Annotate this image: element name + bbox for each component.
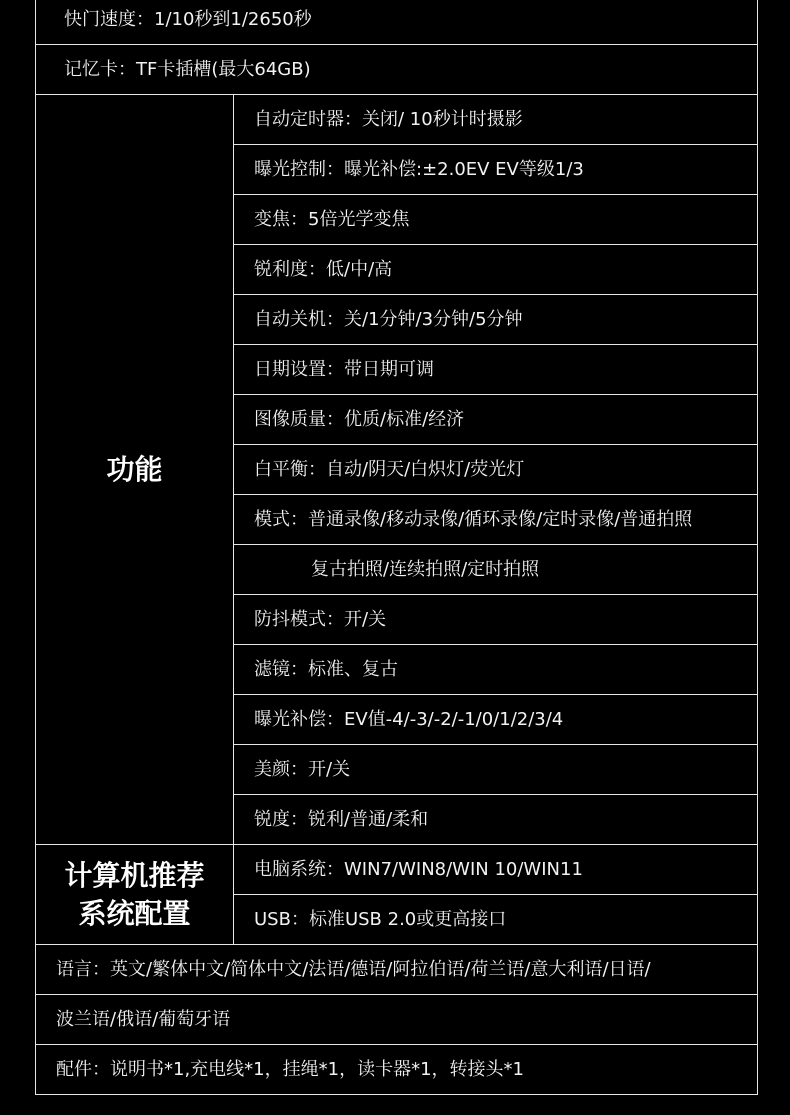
function-category-label: 功能 <box>36 95 234 845</box>
computer-category-line-1: 计算机推荐 <box>64 858 205 892</box>
function-item: 滤镜：标准、复古 <box>234 645 758 695</box>
spec-row-accessories <box>36 1045 758 1095</box>
function-item: 白平衡：自动/阴天/白炽灯/荧光灯 <box>234 445 758 495</box>
function-item: 变焦：5倍光学变焦 <box>234 195 758 245</box>
function-item: 防抖模式：开/关 <box>234 595 758 645</box>
shutter-speed-cell: 快门速度：1/10秒到1/2650秒 <box>36 0 758 45</box>
function-item: 图像质量：优质/标准/经济 <box>234 395 758 445</box>
function-item: 自动定时器：关闭/ 10秒计时摄影 <box>234 95 758 145</box>
computer-item: 电脑系统：WIN7/WIN8/WIN 10/WIN11 <box>234 845 758 895</box>
spec-row-memory-card <box>36 45 758 95</box>
computer-category-line-2: 系统配置 <box>78 896 191 930</box>
function-item: 曝光控制：曝光补偿:±2.0EV EV等级1/3 <box>234 145 758 195</box>
computer-item: USB：标准USB 2.0或更高接口 <box>234 895 758 945</box>
spec-row-shutter-speed <box>36 0 758 45</box>
function-item-continued: 复古拍照/连续拍照/定时拍照 <box>234 545 758 595</box>
language-cell: 语言：英文/繁体中文/简体中文/法语/德语/阿拉伯语/荷兰语/意大利语/日语/ <box>36 945 758 995</box>
function-item: 锐度：锐利/普通/柔和 <box>234 795 758 845</box>
computer-category-label <box>36 845 234 945</box>
function-row <box>36 95 758 145</box>
function-item: 美颜：开/关 <box>234 745 758 795</box>
function-item: 锐利度：低/中/高 <box>234 245 758 295</box>
spec-row-language <box>36 945 758 995</box>
spec-table <box>35 0 758 1095</box>
function-item: 日期设置：带日期可调 <box>234 345 758 395</box>
spec-row-language-continued <box>36 995 758 1045</box>
language-cell-continued: 波兰语/俄语/葡萄牙语 <box>36 995 758 1045</box>
function-item: 模式：普通录像/移动录像/循环录像/定时录像/普通拍照 <box>234 495 758 545</box>
computer-row <box>36 845 758 895</box>
function-item: 曝光补偿：EV值-4/-3/-2/-1/0/1/2/3/4 <box>234 695 758 745</box>
function-item: 自动关机：关/1分钟/3分钟/5分钟 <box>234 295 758 345</box>
accessories-cell: 配件：说明书*1,充电线*1，挂绳*1，读卡器*1，转接头*1 <box>36 1045 758 1095</box>
memory-card-cell: 记忆卡：TF卡插槽(最大64GB) <box>36 45 758 95</box>
